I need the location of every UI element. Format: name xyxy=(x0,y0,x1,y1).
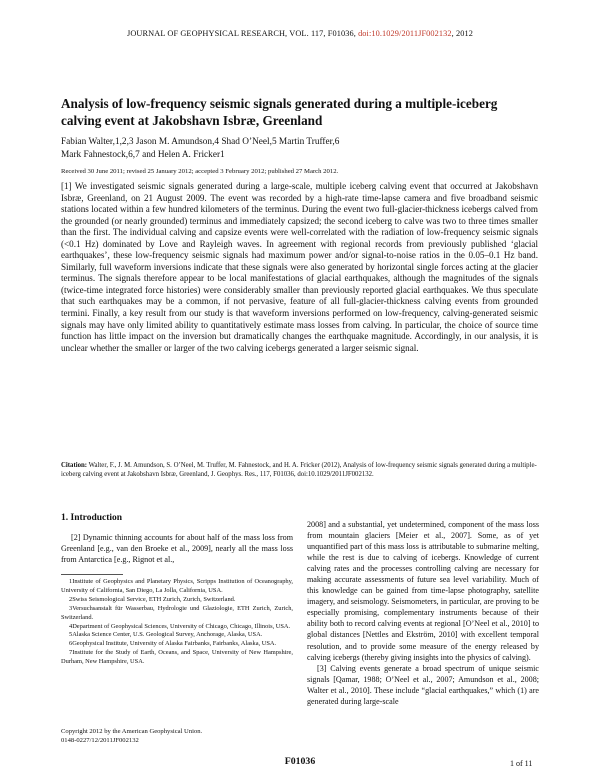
footnote: 4Department of Geophysical Sciences, University of Chicago, Chicago, Illinois, USA. xyxy=(69,622,291,630)
abstract: [1] We investigated seismic signals generated during a large-scale, multiple iceberg calving event that occurred at Jakobshavn Isbræ, Greenland, on 21 August 2009. The event was recorded by a high-rate time-lapse camera and five broadband seismic stations located within a few hundred kilometers of the terminus. During the event two full-glacier-thickness icebergs calved from the grounded (or nearly grounded) terminus and immediately capsized; the second iceberg to calve was two to three times smaller than the first. The individual calving and capsize events were well-correlated with the radiation of low-frequency seismic signals (<0.1 Hz) dominated by Love and Rayleigh waves. In agreement with regional records from previously published ‘glacial earthquakes’, these low-frequency seismic signals had maximum power and/or signal-to-noise ratios in the 0.05–0.1 Hz band. Similarly, full waveform inversions indicate that these signals were also generated by horizontal single forces acting at the glacier terminus. The signals therefore appear to be local manifestations of glacial earthquakes, although the magnitudes of the signals (twice-time integrated force histories) were considerably smaller than previously reported glacial earthquakes. We thus speculate that such earthquakes may be a common, if not pervasive, feature of all full-glacier-thickness calving events from grounded termini. Finally, a key result from our study is that waveform inversions performed on low-frequency, calving-generated seismic signals may have only limited ability to quantitatively estimate mass losses from calving. In particular, the choice of source time function has little impact on the inversion but dramatically changes the earthquake magnitude. Accordingly, in our analysis, it is unclear whether the smaller or larger of the two calving icebergs generated a larger seismic signal. xyxy=(61,181,538,353)
publication-dates: Received 30 June 2011; revised 25 January 2012; accepted 3 February 2012; published 27 March 2012. xyxy=(61,168,339,175)
author-line-2: Mark Fahnestock,6,7 and Helen A. Fricker1 xyxy=(61,149,225,160)
author-list xyxy=(61,136,531,161)
author-line-1: Fabian Walter,1,2,3 Jason M. Amundson,4 Shad O’Neel,5 Martin Truffer,6 xyxy=(61,137,340,147)
citation-label: Citation: xyxy=(61,462,88,469)
copyright-notice xyxy=(61,728,293,745)
article-id: F01036 xyxy=(284,756,316,767)
footnote-divider xyxy=(61,574,123,575)
page-number: 1 of 11 xyxy=(510,759,533,768)
footnote: 6Geophysical Institute, University of Alaska Fairbanks, Fairbanks, Alaska, USA. xyxy=(69,640,277,648)
intro-paragraph: [2] Dynamic thinning accounts for about half of the mass loss from Greenland [e.g., van den Broeke et al., 2009], nearly all the mass loss from Antarctica [e.g., Rignot et al., xyxy=(61,533,293,565)
footnote: 2Swiss Seismological Service, ETH Zurich, Zurich, Switzerland. xyxy=(69,595,236,603)
left-column xyxy=(61,513,293,565)
copyright-line: Copyright 2012 by the American Geophysical Union. xyxy=(61,728,203,735)
right-column xyxy=(307,519,539,707)
issn-line: 0148-0227/12/2011JF002132 xyxy=(61,736,139,744)
doi-link[interactable]: doi:10.1029/2011JF002132 xyxy=(358,29,452,38)
footnote: 1Institute of Geophysics and Planetary Physics, Scripps Institution of Oceanography, University of California, San Diego, La Jolla, California, USA. xyxy=(61,578,293,594)
journal-info: JOURNAL OF GEOPHYSICAL RESEARCH, VOL. 117, F01036, xyxy=(126,29,356,38)
paper-title: Analysis of low-frequency seismic signals generated during a multiple-iceberg calving event at Jakobshavn Isbræ, Greenland xyxy=(61,96,498,128)
citation-text: Walter, F., J. M. Amundson, S. O’Neel, M. Truffer, M. Fahnestock, and H. A. Fricker (2012), Analysis of low-frequency seismic signals generated during a multiple-iceberg calving event at Jakobshavn Isbræ, Greenland, J. Geophys. Res., 117, F01036, doi:10.1029/2011JF002132. xyxy=(61,462,537,479)
section-heading-introduction: 1. Introduction xyxy=(61,513,123,523)
body-paragraph: 2008] and a substantial, yet undetermined, component of the mass loss from mountain glaciers [Meier et al., 2007]. Some, as of yet unquantified part of this mass loss is attributable to submarine melting, while the rest is due to calving of icebergs. Knowledge of current calving rates and the processes controlling calving are necessary for making accurate assessments of future sea level variability. Much of this knowledge can be gained from time-lapse photography, satellite imagery, and seismology. Seismometers, in particular, are proving to be especially promising, complementary instruments because of their ability both to record calving events at regional [O’Neel et al., 2010] to global distances [Nettles and Ekström, 2010] with excellent temporal resolution, and to provide some measure of the energy released by calving icebergs (thereby giving insights into the physics of calving). xyxy=(307,520,539,662)
header-year: , 2012 xyxy=(451,29,474,38)
citation-block xyxy=(61,461,541,480)
footnote: 5Alaska Science Center, U.S. Geological Survey, Anchorage, Alaska, USA. xyxy=(69,631,263,639)
body-paragraph: [3] Calving events generate a broad spectrum of unique seismic signals [Qamar, 1988; O’Neel et al., 2007; Amundson et al., 2008; Walter et al., 2010]. These include “glacial earthquakes,” which (1) are generated during large-scale xyxy=(307,663,539,706)
footnote: 3Versuchsanstalt für Wasserbau, Hydrologie und Glaziologie, ETH Zurich, Zurich, Switzerland. xyxy=(61,604,293,621)
affiliation-footnotes xyxy=(61,578,293,667)
running-header xyxy=(0,29,600,38)
footnote: 7Institute for the Study of Earth, Oceans, and Space, University of New Hampshire, Durham, New Hampshire, USA. xyxy=(61,649,293,666)
